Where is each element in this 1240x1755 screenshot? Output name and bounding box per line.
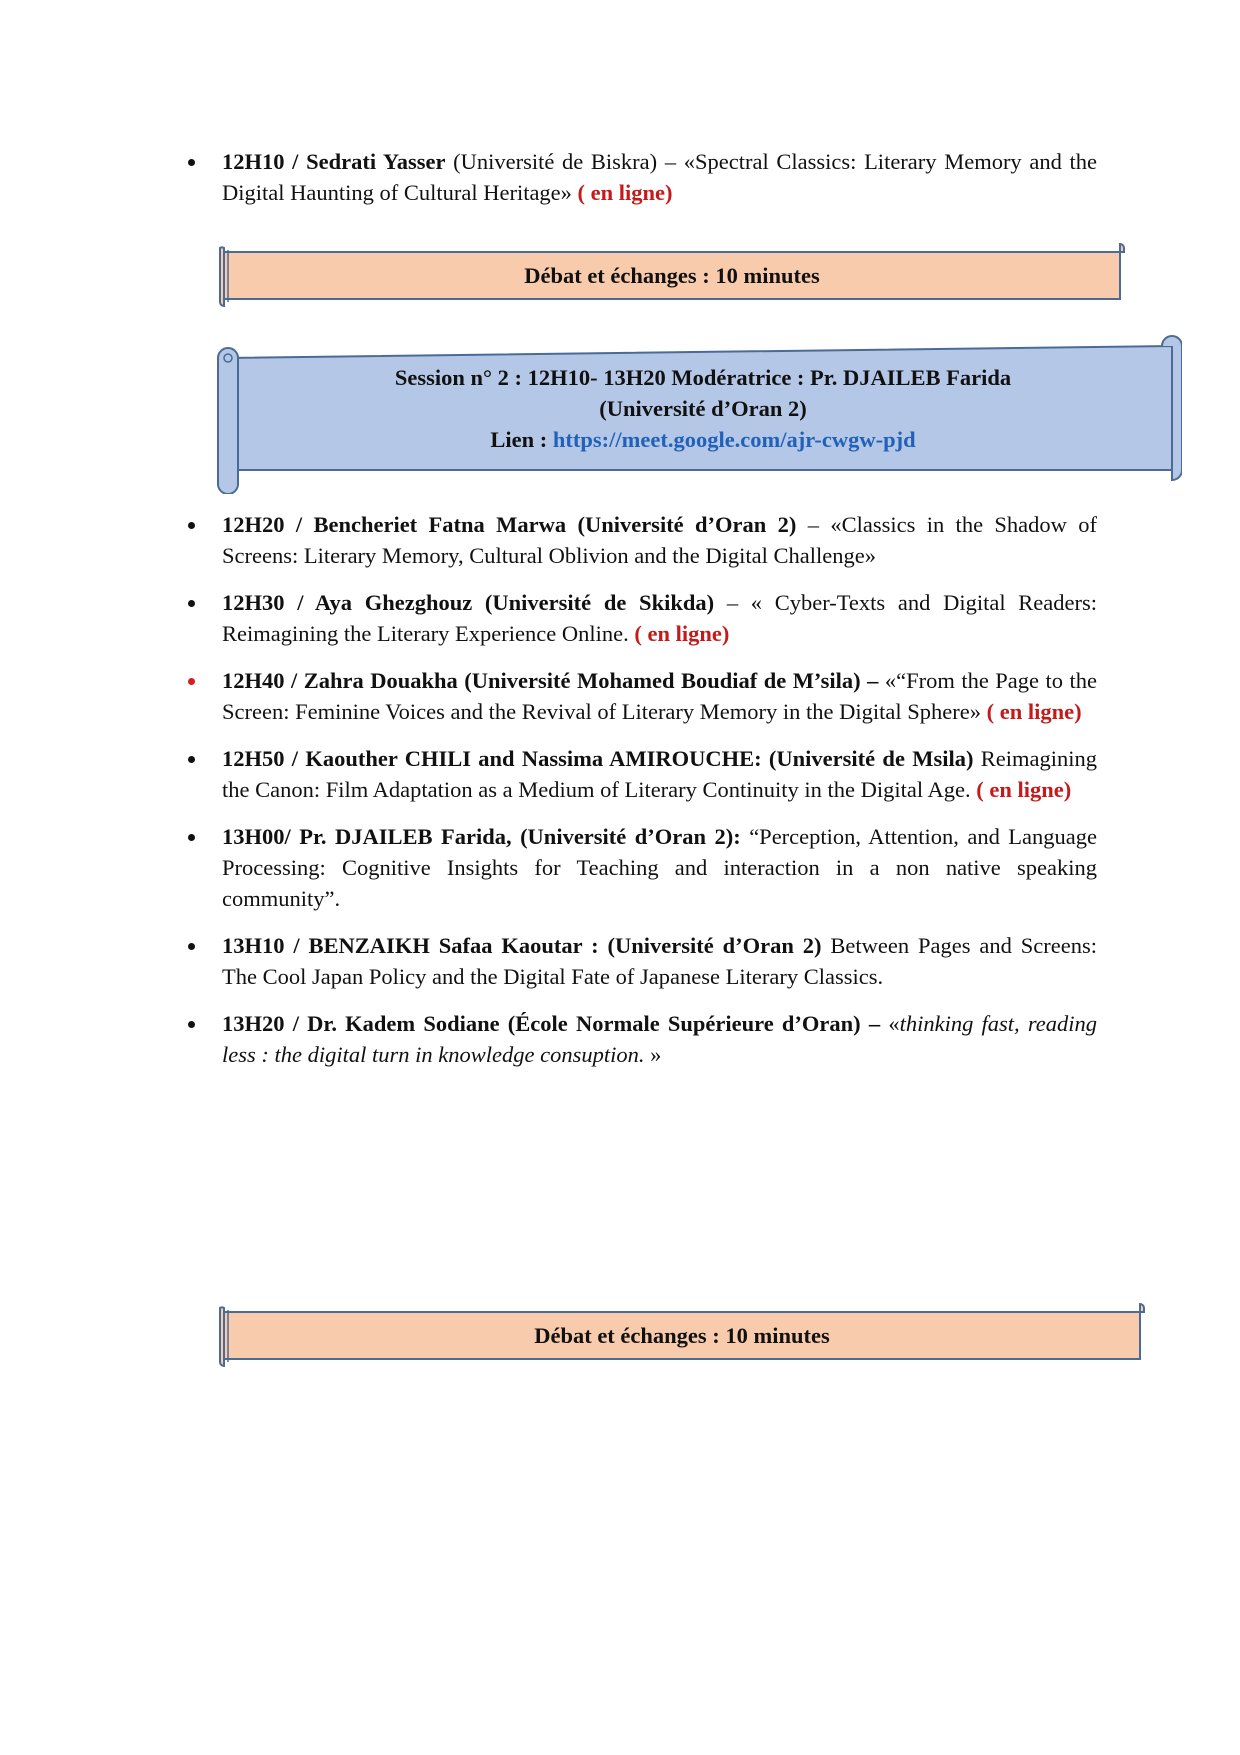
item-speaker: 13H00/ Pr. DJAILEB Farida, (Université d’Oran 2): [222, 824, 741, 849]
list-item [222, 146, 1097, 208]
session-line-1: Session n° 2 : 12H10- 13H20 Modératrice : Pr. DJAILEB Farida [394, 365, 1012, 390]
item-speaker: 12H30 / Aya Ghezghouz (Université de Skikda) [222, 590, 715, 615]
debate-banner [218, 1298, 1146, 1370]
program-list [222, 509, 1097, 1086]
session-banner [216, 334, 1182, 494]
item-title-italic: thinking fast, reading less : the digital turn in knowledge consuption. [222, 1011, 1098, 1067]
item-quote-end: » [644, 1042, 662, 1067]
debate-label: Débat et échanges : 10 minutes [534, 1323, 830, 1348]
bullet-icon [188, 522, 195, 529]
bullet-icon [188, 678, 195, 685]
meet-link[interactable]: https://meet.google.com/ajr-cwgw-pjd [552, 427, 916, 452]
item-description: Reimagining the Canon: Film Adaptation as a Medium of Literary Continuity in the Digital Age. [222, 746, 1097, 802]
item-description: “Perception, Attention, and Language Processing: Cognitive Insights for Teaching and interaction in a non native speaking community”. [222, 824, 1097, 911]
bullet-icon [188, 1021, 195, 1028]
item-description: (Université de Biskra) – «Spectral Classics: Literary Memory and the Digital Haunting of Cultural Heritage» [222, 149, 1098, 205]
list-item [222, 930, 1097, 992]
debate-banner [218, 238, 1126, 310]
item-description: – « Cyber-Texts and Digital Readers: Reimagining the Literary Experience Online. [222, 590, 1097, 646]
link-label: Lien : [490, 427, 553, 452]
online-tag: ( en ligne) [976, 777, 1072, 802]
item-description: – «Classics in the Shadow of Screens: Literary Memory, Cultural Oblivion and the Digital Challenge» [222, 512, 1097, 568]
list-item [222, 665, 1097, 727]
item-speaker: 13H10 / BENZAIKH Safaa Kaoutar : (Université d’Oran 2) [222, 933, 822, 958]
online-tag: ( en ligne) [634, 621, 730, 646]
bullet-icon [188, 756, 195, 763]
session-link-row [238, 424, 1168, 455]
item-description: «“From the Page to the Screen: Feminine Voices and the Revival of Literary Memory in the Digital Sphere» [222, 668, 1097, 724]
item-speaker: 12H40 / Zahra Douakha (Université Mohamed Boudiaf de M’sila) – [222, 668, 879, 693]
item-speaker: 13H20 / Dr. Kadem Sodiane (École Normale Supérieure d’Oran) – [222, 1011, 881, 1036]
item-description: « [880, 1011, 900, 1036]
bullet-icon [188, 834, 195, 841]
list-item [222, 587, 1097, 649]
program-list-top [222, 146, 1097, 224]
session-title [238, 362, 1168, 455]
bullet-icon [188, 600, 195, 607]
item-time-speaker: 12H10 / Sedrati Yasser [222, 149, 446, 174]
item-speaker: 12H50 / Kaouther CHILI and Nassima AMIROUCHE: (Université de Msila) [222, 746, 974, 771]
online-tag: ( en ligne) [577, 180, 673, 205]
session-line-2: (Université d’Oran 2) [599, 396, 807, 421]
list-item [222, 509, 1097, 571]
list-item [222, 821, 1097, 914]
list-item [222, 743, 1097, 805]
list-item [222, 1008, 1097, 1070]
bullet-icon [188, 943, 195, 950]
item-speaker: 12H20 / Bencheriet Fatna Marwa (Université d’Oran 2) [222, 512, 797, 537]
online-tag: ( en ligne) [986, 699, 1082, 724]
item-description: Between Pages and Screens: The Cool Japan Policy and the Digital Fate of Japanese Literary Classics. [222, 933, 1097, 989]
bullet-icon [188, 159, 195, 166]
debate-label: Débat et échanges : 10 minutes [524, 263, 820, 288]
